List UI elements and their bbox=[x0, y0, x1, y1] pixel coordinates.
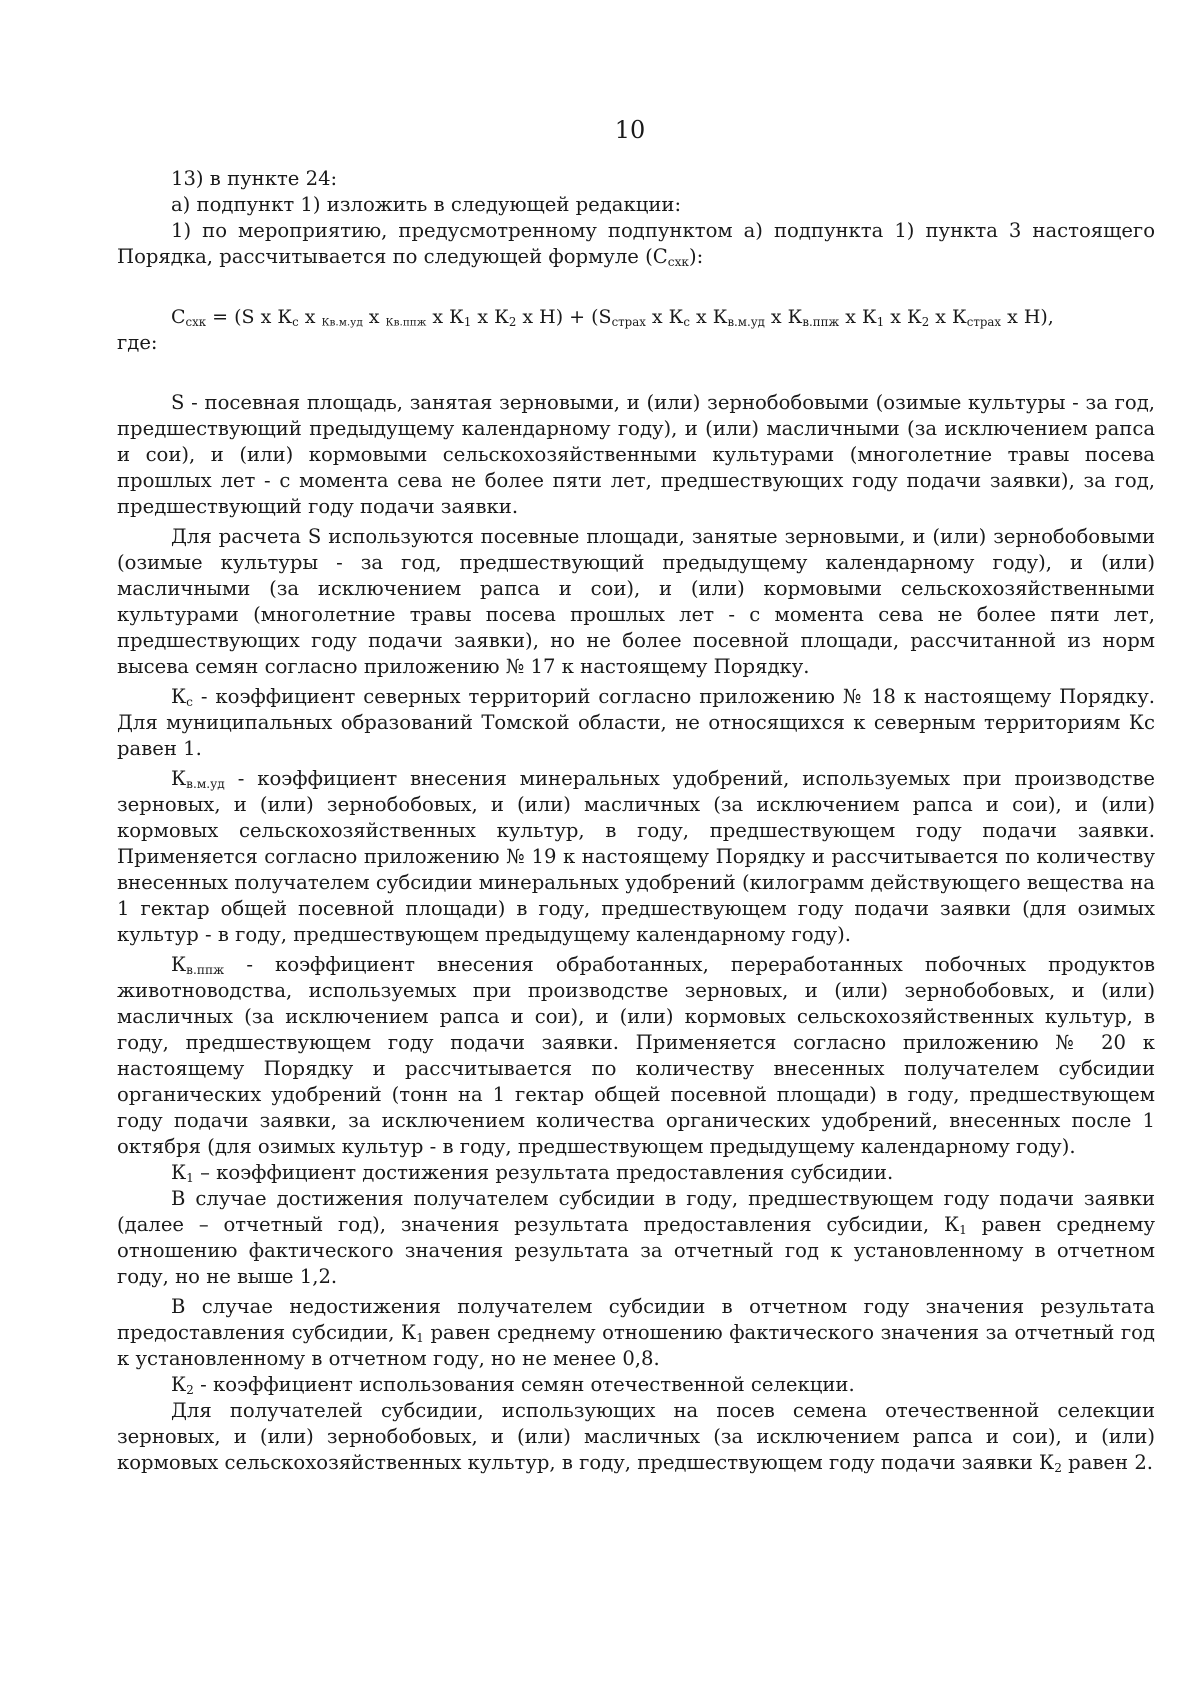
paragraph-text: равен среднему отношению фактического значения результата за отчетный год к установленному в отчетном году, но не выше 1,2. bbox=[117, 1213, 1155, 1288]
formula-subscript: схк bbox=[185, 314, 207, 329]
formula-part: = (S х К bbox=[206, 306, 293, 328]
symbol-subscript: в.ппж bbox=[186, 963, 225, 978]
formula-subscript: 1 bbox=[463, 314, 472, 329]
formula-part: х Н), bbox=[1001, 306, 1054, 328]
formula-subscript: Кв.м.уд bbox=[321, 316, 363, 329]
formula-subscript: 1 bbox=[876, 314, 885, 329]
symbol-subscript: 1 bbox=[186, 1171, 194, 1186]
paragraph-text: - коэффициент внесения обработанных, переработанных побочных продуктов животноводства, используемых при производстве зерновых, и (или) зернобобовых, и (или) масличных (за исключением рапса и сои), и (или) кормовых сельскохозяйственных культур, в году, предшествующем году подачи заявки. Применяется согласно приложению № 20 к настоящему Порядку и рассчитывается по количеству внесенных получателем субсидии органических удобрений (тонн на 1 гектар общей посевной площади) в году, предшествующем году подачи заявки, за исключением количества органических удобрений, внесенных после 1 октября (для озимых культур - в году, предшествующем предыдущему календарному году). bbox=[117, 953, 1155, 1158]
intro-end: ): bbox=[689, 245, 704, 268]
formula-part: С bbox=[171, 306, 186, 328]
page-number: 10 bbox=[614, 116, 646, 144]
intro-paragraph bbox=[117, 218, 1155, 270]
paragraph-kc bbox=[117, 684, 1155, 762]
formula-part: х Н) + (S bbox=[516, 306, 612, 328]
formula-part: х bbox=[298, 306, 322, 328]
formula-part: х К bbox=[884, 306, 922, 328]
paragraph-k1-case-achieved bbox=[117, 1186, 1155, 1290]
formula-part: х К bbox=[426, 306, 464, 328]
paragraph-s-calculation: Для расчета S используются посевные площади, занятые зерновыми, и (или) зернобобовыми (озимые культуры - за год, предшествующий предыдущему календарному году), и (или) масличными (за исключением рапса и сои), и (или) кормовыми сельскохозяйственными культурами (многолетние травы посева прошлых лет - с момента сева не более пяти лет, предшествующих году подачи заявки), но не более посевной площади, рассчитанной из норм высева семян согласно приложению № 17 к настоящему Порядку. bbox=[117, 525, 1155, 678]
symbol-subscript: 2 bbox=[186, 1383, 194, 1398]
symbol-subscript: 1 bbox=[959, 1223, 967, 1238]
formula-subscript: страх bbox=[611, 314, 646, 329]
symbol-subscript: 2 bbox=[1054, 1461, 1062, 1476]
symbol: К bbox=[171, 1373, 187, 1396]
symbol-subscript: в.м.уд bbox=[186, 777, 225, 792]
item-heading: 13) в пункте 24: bbox=[171, 167, 338, 190]
formula-part: х К bbox=[689, 306, 728, 328]
paragraph-text: равен 2. bbox=[1061, 1451, 1154, 1474]
formula-subscript: Кв.ппж bbox=[385, 316, 427, 329]
intro-subscript: схк bbox=[667, 255, 690, 270]
symbol-subscript: с bbox=[186, 695, 193, 710]
formula bbox=[117, 304, 1155, 330]
formula-where: где: bbox=[117, 331, 158, 354]
paragraph-text: равен среднему отношению фактического значения за отчетный год к установленному в отчетном году, но не менее 0,8. bbox=[117, 1321, 1155, 1370]
formula-part: х К bbox=[764, 306, 803, 328]
paragraph-text: - коэффициент северных территорий согласно приложению № 18 к настоящему Порядку. Для муниципальных образований Томской области, не относящихся к северным территориям Кс равен 1. bbox=[117, 685, 1155, 760]
paragraph-text: Для получателей субсидии, использующих на посев семена отечественной селекции зерновых, и (или) зернобобовых, и (или) масличных (за исключением рапса и сои), и (или) кормовых сельскохозяйственных культур, в году, предшествующем году подачи заявки К bbox=[117, 1399, 1155, 1474]
paragraph-k2 bbox=[117, 1372, 1155, 1398]
paragraph-k1 bbox=[117, 1160, 1155, 1186]
intro-text: 1) по мероприятию, предусмотренному подпунктом а) подпункта 1) пункта 3 настоящего Порядка, рассчитывается по следующей формуле (С bbox=[117, 219, 1155, 268]
formula-subscript: 2 bbox=[921, 314, 930, 329]
formula-subscript: страх bbox=[966, 314, 1002, 329]
paragraph-s-definition: S - посевная площадь, занятая зерновыми, и (или) зернобобовыми (озимые культуры - за год, предшествующий предыдущему календарному году), и (или) масличными (за исключением рапса и сои), и (или) кормовыми сельскохозяйственными культурами (многолетние травы посева прошлых лет - с момента сева не более пяти лет, предшествующих году подачи заявки), за год, предшествующий году подачи заявки. bbox=[117, 391, 1155, 518]
symbol: К bbox=[171, 953, 187, 976]
formula-part: х К bbox=[929, 306, 967, 328]
formula-subscript: 2 bbox=[508, 314, 517, 329]
formula-part: х К bbox=[471, 306, 509, 328]
paragraph-text: В случае недостижения получателем субсидии в отчетном году значения результата предоставления субсидии, К bbox=[117, 1295, 1155, 1344]
symbol: К bbox=[171, 767, 187, 790]
symbol: К bbox=[171, 1161, 187, 1184]
paragraph-text: В случае достижения получателем субсидии в году, предшествующем году подачи заявки (далее – отчетный год), значения результата предоставления субсидии, К bbox=[117, 1187, 1155, 1236]
formula-part: х К bbox=[645, 306, 684, 328]
paragraph-k2-case bbox=[117, 1398, 1155, 1476]
paragraph-k1-case-not-achieved bbox=[117, 1294, 1155, 1372]
paragraph-text: – коэффициент достижения результата предоставления субсидии. bbox=[193, 1161, 894, 1184]
symbol: К bbox=[171, 685, 187, 708]
document-body bbox=[117, 166, 1155, 1476]
formula-part: х bbox=[362, 306, 386, 328]
formula-subscript: в.м.уд bbox=[727, 314, 765, 329]
paragraph-text: - коэффициент использования семян отечественной селекции. bbox=[193, 1373, 855, 1396]
formula-subscript: с bbox=[292, 314, 299, 329]
formula-subscript: с bbox=[683, 314, 690, 329]
sub-item-heading: а) подпункт 1) изложить в следующей редакции: bbox=[171, 193, 682, 216]
formula-part: х К bbox=[839, 306, 877, 328]
paragraph-kvppzh bbox=[117, 952, 1155, 1160]
paragraph-kvmud bbox=[117, 766, 1155, 948]
formula-subscript: в.ппж bbox=[802, 314, 840, 329]
symbol-subscript: 1 bbox=[416, 1331, 424, 1346]
paragraph-text: - коэффициент внесения минеральных удобрений, используемых при производстве зерновых, и (или) зернобобовых, и (или) масличных (за исключением рапса и сои), и (или) кормовых сельскохозяйственных культур, в году, предшествующем году подачи заявки. Применяется согласно приложению № 19 к настоящему Порядку и рассчитывается по количеству внесенных получателем субсидии минеральных удобрений (килограмм действующего вещества на 1 гектар общей посевной площади) в году, предшествующем году подачи заявки (для озимых культур - в году, предшествующем предыдущему календарному году). bbox=[117, 767, 1155, 946]
